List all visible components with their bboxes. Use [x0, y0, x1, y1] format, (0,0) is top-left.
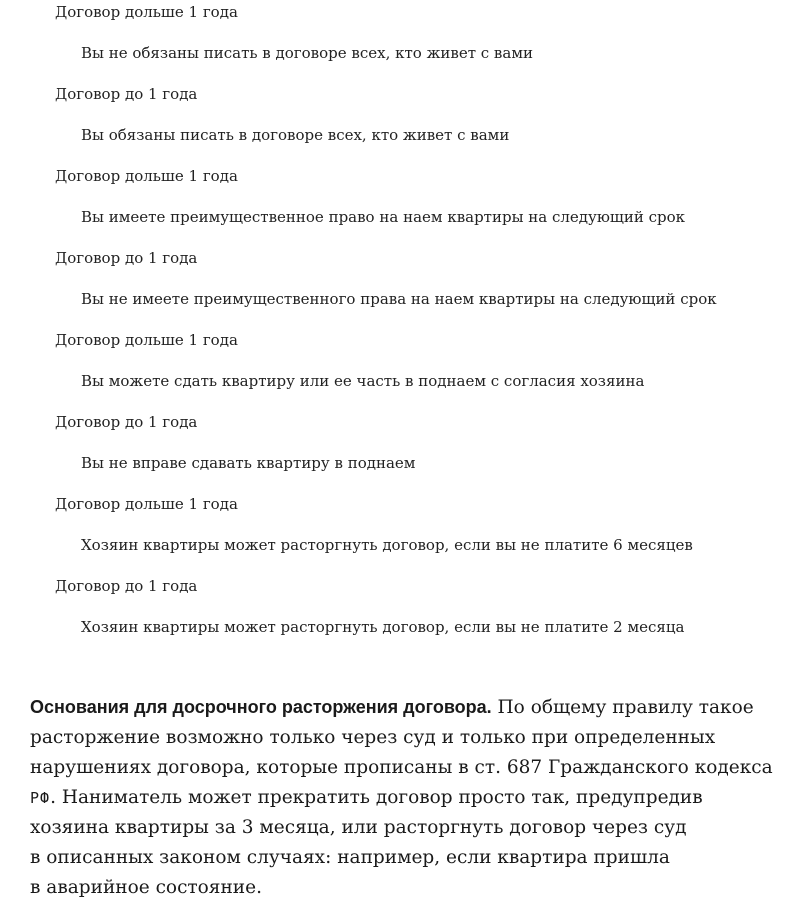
paragraph-line-5: хозяина квартиры за 3 месяца, или расторгнуть договор через суд — [30, 817, 687, 838]
paragraph-lead: Основания для досрочного расторжения договора. — [30, 697, 492, 717]
row-text: Хозяин квартиры может расторгнуть договор, если вы не платите 6 месяцев — [81, 536, 693, 554]
paragraph-line-6: в описанных законом случаях: например, если квартира пришла — [30, 847, 670, 868]
row-text: Вы обязаны писать в договоре всех, кто живет с вами — [81, 126, 510, 144]
paragraph-line-3: нарушениях договора, которые прописаны в ст. 687 Гражданского кодекса — [30, 757, 773, 778]
paragraph-line-4 — [30, 783, 775, 813]
row-text: Вы не обязаны писать в договоре всех, кто живет с вами — [81, 44, 533, 62]
row-label: Договор до 1 года — [55, 85, 198, 103]
row-text: Вы не имеете преимущественного права на наем квартиры на следующий срок — [81, 290, 717, 308]
row-label: Договор дольше 1 года — [55, 495, 238, 513]
paragraph-line-2: расторжение возможно только через суд и только при определенных — [30, 727, 716, 748]
row-label: Договор до 1 года — [55, 413, 198, 431]
row-label: Договор дольше 1 года — [55, 167, 238, 185]
row-text: Вы имеете преимущественное право на наем квартиры на следующий срок — [81, 208, 686, 226]
row-label: Договор дольше 1 года — [55, 3, 238, 21]
row-text: Вы не вправе сдавать квартиру в поднаем — [81, 454, 416, 472]
paragraph-text: . Наниматель может прекратить договор просто так, предупредив — [50, 787, 703, 808]
row-label: Договор до 1 года — [55, 249, 198, 267]
paragraph-line-7: в аварийное состояние. — [30, 877, 262, 898]
row-label: Договор до 1 года — [55, 577, 198, 595]
abbreviation-rf: РФ — [30, 789, 51, 807]
row-text: Вы можете сдать квартиру или ее часть в поднаем с согласия хозяина — [81, 372, 645, 390]
paragraph-line-1 — [30, 692, 775, 723]
paragraph-text: По общему правилу такое — [491, 697, 754, 718]
row-text: Хозяин квартиры может расторгнуть договор, если вы не платите 2 месяца — [81, 618, 685, 636]
termination-paragraph — [30, 692, 775, 903]
row-label: Договор дольше 1 года — [55, 331, 238, 349]
